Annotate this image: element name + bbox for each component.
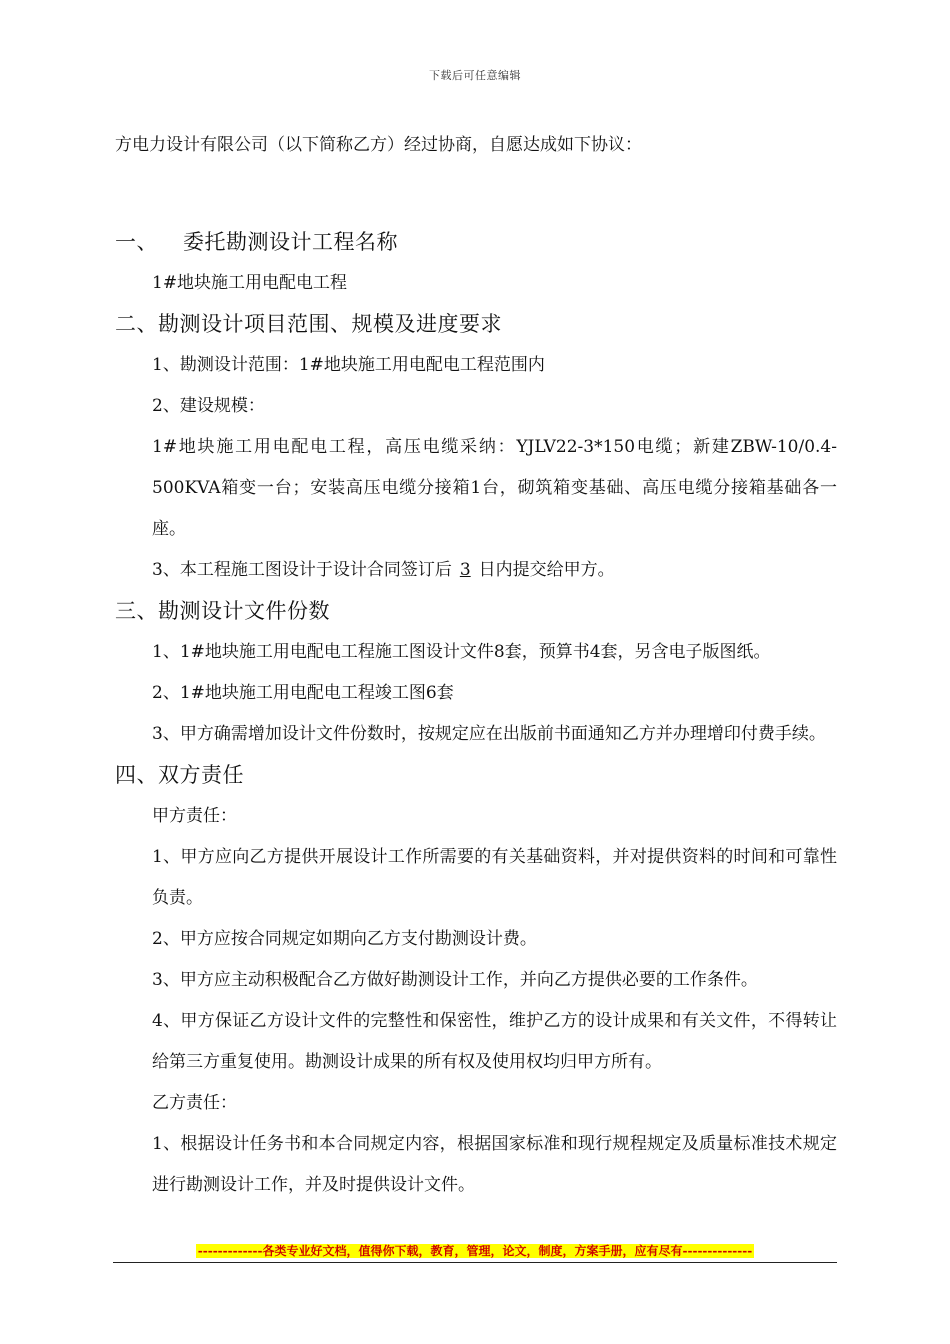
section-2-title: 勘测设计项目范围、规模及进度要求 [158,312,502,336]
section-1-title: 委托勘测设计工程名称 [183,230,398,254]
contract-body [115,125,837,1206]
section-1-paragraph: 1#地块施工用电配电工程 [152,273,348,293]
section-2-paragraph: 1、勘测设计范围：1#地块施工用电配电工程范围内 [152,355,545,375]
section-4-heading [115,755,837,796]
spacer [115,166,837,222]
section-4-title: 双方责任 [158,763,244,787]
party-b-label: 乙方责任： [152,1093,237,1113]
section-3-number: 三、 [115,599,158,623]
deadline-text-after: 日内提交给甲方。 [478,560,615,580]
header-note: 下载后可任意编辑 [429,69,521,82]
section-3-title: 勘测设计文件份数 [158,599,330,623]
section-4-paragraph: 4、甲方保证乙方设计文件的完整性和保密性，维护乙方的设计成果和有关文件，不得转让给第三方重复使用。勘测设计成果的所有权及使用权均归甲方所有。 [152,1011,837,1072]
deadline-text-before: 3、本工程施工图设计于设计合同签订后 [152,560,452,580]
section-2-paragraph: 1#地块施工用电配电工程，高压电缆采纳：YJLV22-3*150电缆；新建ZBW-10/0.4-500KVA箱变一台；安装高压电缆分接箱1台，砌筑箱变基础、高压电缆分接箱基础各一座。 [152,437,837,539]
deadline-days-value: 3 [459,560,471,580]
section-3-heading [115,591,837,632]
section-2-paragraph: 2、建设规模： [152,396,265,416]
section-4-paragraph: 1、根据设计任务书和本合同规定内容，根据国家标准和现行规程规定及质量标准技术规定进行勘测设计工作，并及时提供设计文件。 [152,1134,837,1195]
section-3-paragraph: 3、甲方确需增加设计文件份数时，按规定应在出版前书面通知乙方并办理增印付费手续。 [152,724,826,744]
section-4-paragraph: 2、甲方应按合同规定如期向乙方支付勘测设计费。 [152,929,537,949]
section-4-number: 四、 [115,763,158,787]
section-4-paragraph: 3、甲方应主动积极配合乙方做好勘测设计工作，并向乙方提供必要的工作条件。 [152,970,758,990]
section-1-number: 一、 [115,230,158,254]
section-1-heading [115,222,837,263]
section-2-deadline-paragraph [115,550,837,591]
footer-banner [0,1244,950,1258]
party-a-label: 甲方责任： [152,806,237,826]
section-2-number: 二、 [115,312,158,336]
section-2-heading [115,304,837,345]
footer-banner-text: -------------各类专业好文档，值得你下载，教育，管理，论文，制度，方案手册，应有尽有-------------- [197,1244,753,1258]
section-4-paragraph: 1、甲方应向乙方提供开展设计工作所需要的有关基础资料，并对提供资料的时间和可靠性负责。 [152,847,837,908]
footer-divider [113,1262,837,1263]
intro-paragraph: 方电力设计有限公司（以下简称乙方）经过协商，自愿达成如下协议： [115,135,642,155]
section-3-paragraph: 2、1#地块施工用电配电工程竣工图6套 [152,683,454,703]
section-3-paragraph: 1、1#地块施工用电配电工程施工图设计文件8套，预算书4套，另含电子版图纸。 [152,642,771,662]
